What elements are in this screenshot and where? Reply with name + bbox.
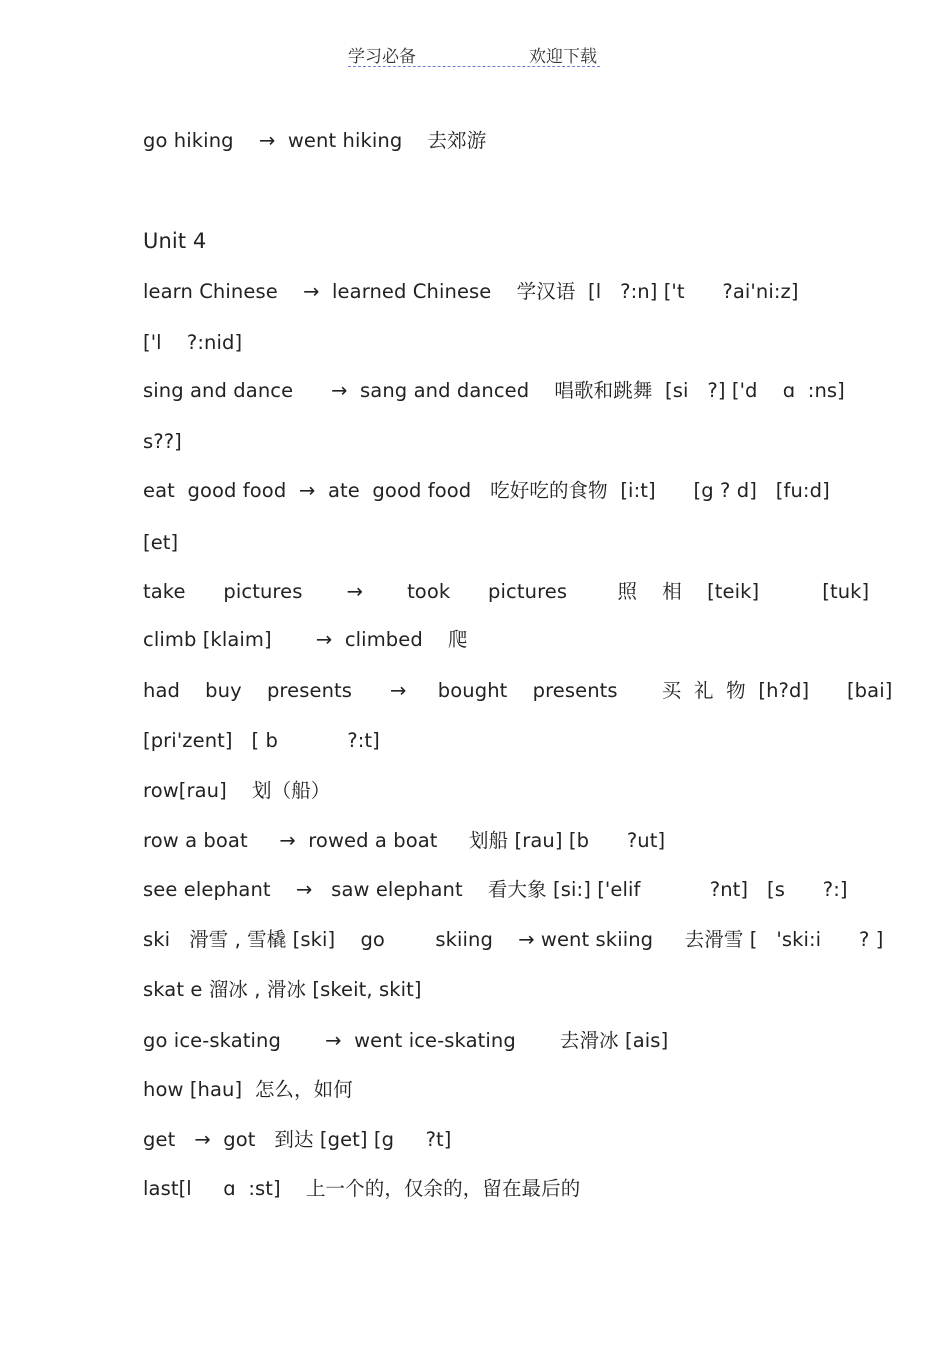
vocab-line: ski 滑雪 , 雪橇 [ski] go skiing → went skiing 去滑雪 [ 'ski:i ? ] — [143, 928, 884, 951]
vocab-line: row a boat → rowed a boat 划船 [rau] [b ?ut] — [143, 829, 666, 852]
vocab-line: [pri'zent] [ b ?:t] — [143, 729, 380, 752]
header-right-text: 欢迎下载 — [529, 47, 597, 67]
vocab-line: learn Chinese → learned Chinese 学汉语 [l ?:n] ['t ?ai'ni:z] — [143, 280, 799, 303]
page-header — [348, 40, 600, 67]
vocab-line: s??] — [143, 430, 182, 453]
vocab-line: row[rau] 划（船） — [143, 779, 331, 802]
vocab-line: see elephant → saw elephant 看大象 [si:] ['elif ?nt] [s ?:] — [143, 878, 848, 901]
vocab-line: climb [klaim] → climbed 爬 — [143, 628, 468, 651]
vocab-line: go hiking → went hiking 去郊游 — [143, 129, 487, 152]
vocab-line: eat good food → ate good food 吃好吃的食物 [i:t] [g ? d] [fu:d] — [143, 479, 830, 502]
vocab-line: skat e 溜冰 , 滑冰 [skeit, skit] — [143, 978, 422, 1001]
unit-heading: Unit 4 — [143, 229, 207, 253]
vocab-line: last[l ɑ :st] 上一个的，仅余的，留在最后的 — [143, 1177, 581, 1200]
vocab-line: [et] — [143, 531, 179, 554]
header-left-text: 学习必备 — [348, 47, 416, 67]
vocab-line: sing and dance → sang and danced 唱歌和跳舞 [si ?] ['d ɑ :ns] — [143, 379, 845, 402]
vocab-line: how [hau] 怎么，如何 — [143, 1078, 353, 1101]
vocab-line: get → got 到达 [get] [g ?t] — [143, 1128, 452, 1151]
vocab-line: had buy presents → bought presents 买 礼 物 [h?d] [bai] — [143, 679, 893, 702]
vocab-line: take pictures → took pictures 照 相 [teik] [tuk] — [143, 580, 870, 603]
vocab-line: go ice-skating → went ice-skating 去滑冰 [ais] — [143, 1029, 669, 1052]
vocab-line: ['l ?:nid] — [143, 331, 243, 354]
